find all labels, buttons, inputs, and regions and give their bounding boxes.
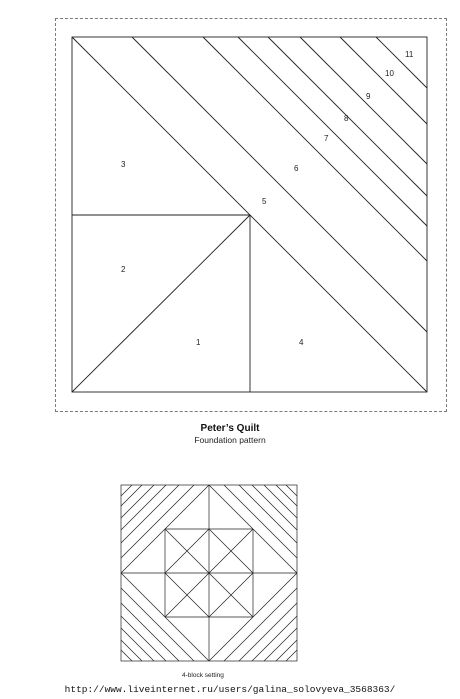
setting-block-top-right: [209, 485, 297, 573]
setting-block-bottom-right: [209, 573, 297, 661]
setting-caption: 4-block setting: [182, 672, 224, 679]
piece-number-2: 2: [121, 265, 126, 274]
piece-number-5: 5: [262, 197, 267, 206]
piece-number-6: 6: [294, 164, 299, 173]
pattern-subtitle: Foundation pattern: [194, 435, 266, 445]
setting-block-bottom-left: [121, 573, 209, 661]
piece-number-3: 3: [121, 160, 126, 169]
setting-block-top-left: [121, 485, 209, 573]
piece-number-10: 10: [385, 69, 394, 78]
piece-number-7: 7: [324, 134, 329, 143]
piece-number-8: 8: [344, 114, 349, 123]
piece-number-11: 11: [405, 50, 414, 59]
piece-number-9: 9: [366, 92, 371, 101]
source-url: http://www.liveinternet.ru/users/galina_solovyeva_3568363/: [64, 684, 396, 695]
piece-number-4: 4: [299, 338, 304, 347]
piece-number-1: 1: [196, 338, 201, 347]
pattern-title: Peter’s Quilt: [200, 423, 260, 434]
